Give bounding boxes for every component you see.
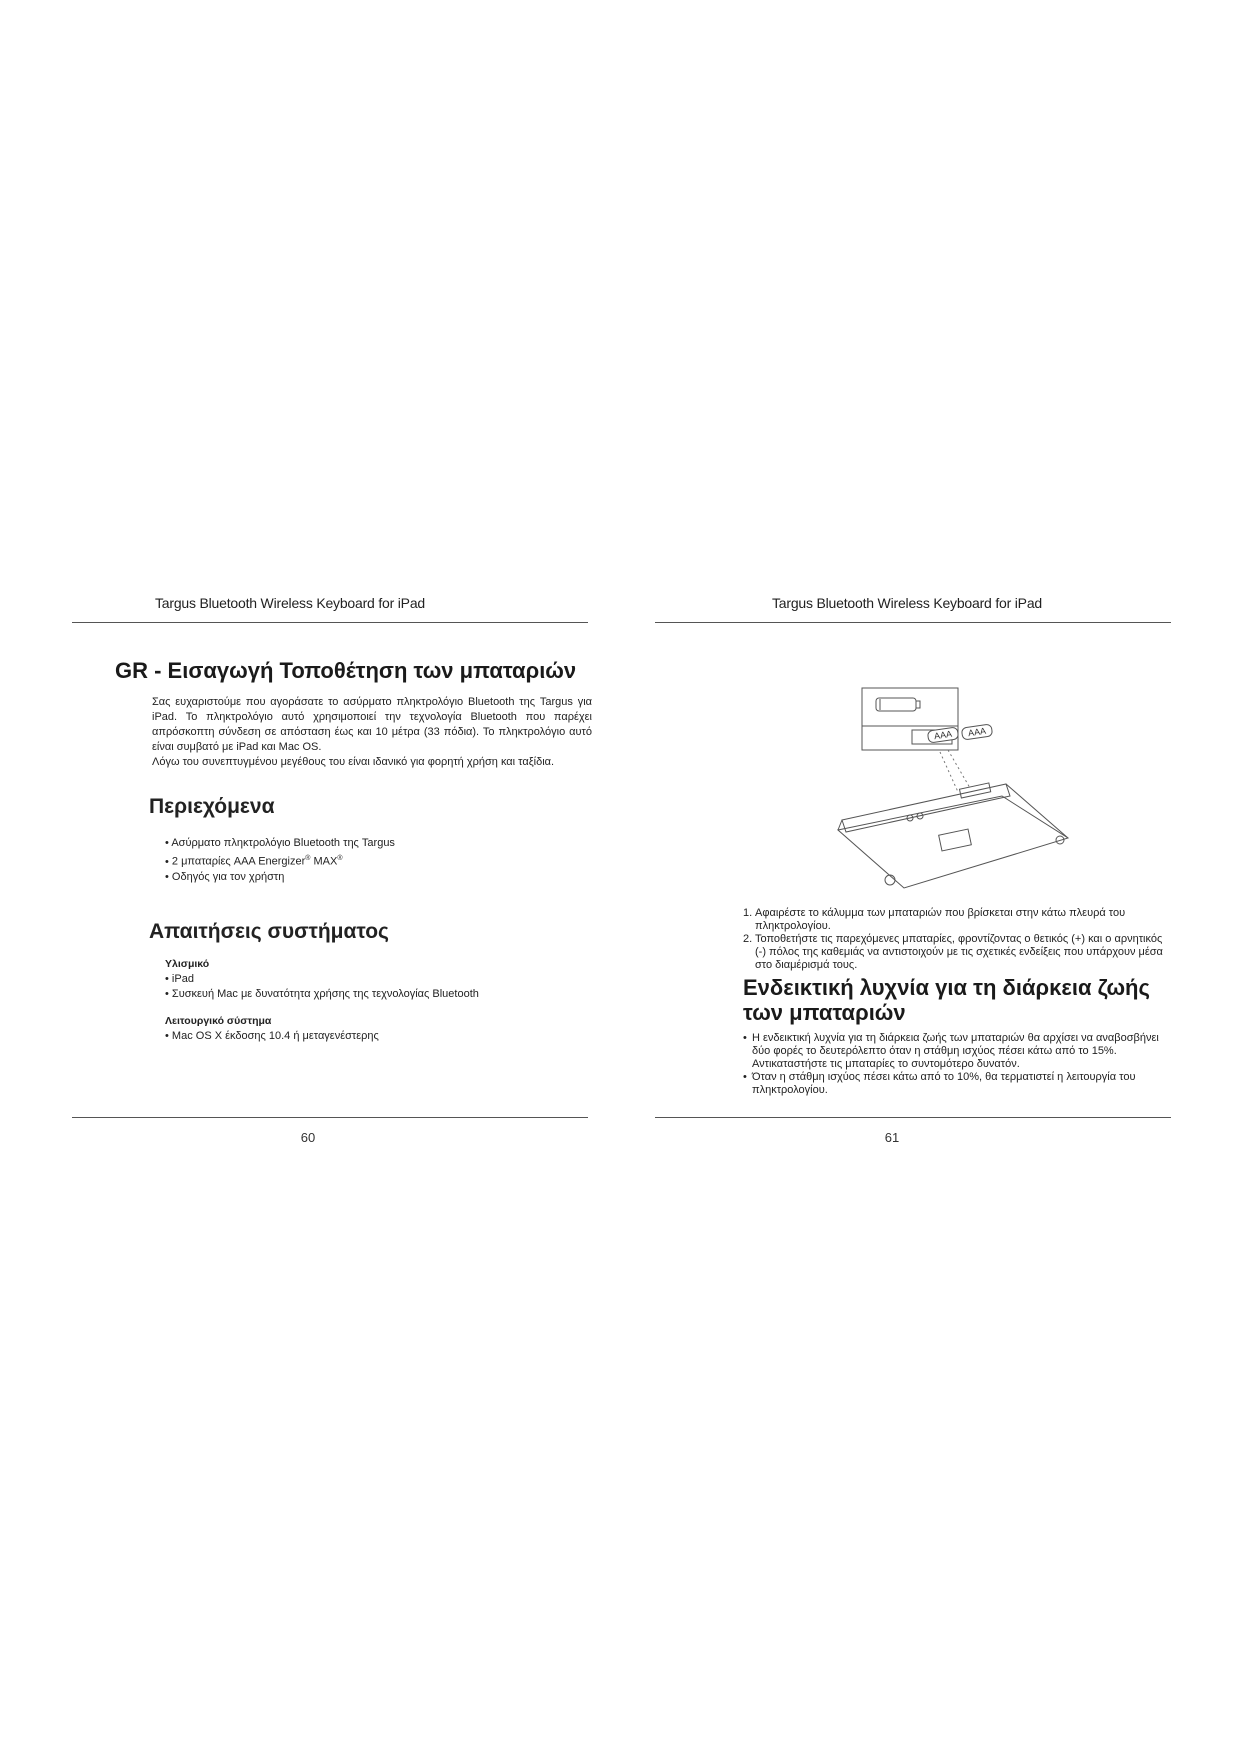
list-item: • Οδηγός για τον χρήστη [165,870,395,885]
intro-paragraph [152,695,592,770]
list-item: • Ασύρματο πληκτρολόγιο Bluetooth της Targus [165,836,395,851]
header-rule [72,622,588,623]
keyboard-icon [838,783,1068,888]
intro-text-1: Σας ευχαριστούμε που αγοράσατε το ασύρματο πληκτρολόγιο Bluetooth της Targus για iPad. Το πληκτρολόγιο αυτό χρησιμοποιεί την τεχνολογία Bluetooth που παρέχει απρόσκοπτη σύνδεση σε απόσταση έως και 10 μέτρα (33 πόδια). Το πληκτρολόγιο αυτό είναι συμβατό με iPad και Mac OS. [152,696,592,753]
battery-installation-illustration [820,680,1090,898]
page-number: 61 [884,1130,900,1145]
os-list [165,1029,379,1044]
battery-label: AAA [967,725,987,739]
contents-list [165,836,395,885]
header-rule [655,622,1171,623]
list-item: • Συσκευή Mac με δυνατότητα χρήσης της τεχνολογίας Bluetooth [165,987,479,1002]
left-page [72,580,592,1150]
hardware-heading: Υλισμικό [165,958,210,970]
os-heading: Λειτουργικό σύστημα [165,1015,272,1027]
installation-steps [743,907,1173,972]
list-item: • iPad [165,972,479,987]
running-header: Targus Bluetooth Wireless Keyboard for iPad [155,595,425,611]
contents-heading: Περιεχόμενα [149,795,275,818]
requirements-heading: Απαιτήσεις συστήματος [149,920,389,943]
footer-rule [655,1117,1171,1118]
list-item: 1. Αφαιρέστε το κάλυμμα των μπαταριών που βρίσκεται στην κάτω πλευρά του πληκτρολογίου. [743,907,1126,932]
list-item: • Η ενδεικτική λυχνία για τη διάρκεια ζωής των μπαταριών θα αρχίσει να αναβοσβήνει δύο φορές το δευτερόλεπτο όταν η στάθμη ισχύος πέσει κάτω από το 15%. Αντικαταστήστε τις μπαταρίες το συντομότερο δυνατόν. [743,1032,1173,1071]
list-item: 2. Τοποθετήστε τις παρεχόμενες μπαταρίες, φροντίζοντας ο θετικός (+) και ο αρνητικός (-) πόλος της καθεμιάς να αντιστοιχούν με τις σχετικές ενδείξεις που υπάρχουν μέσα στο διαμέρισμά τους. [743,933,1163,971]
indicator-list [743,1032,1173,1097]
indicator-heading: Ενδεικτική λυχνία για τη διάρκεια ζωής των μπαταριών [743,975,1150,1025]
page-title: GR - Εισαγωγή Τοποθέτηση των μπαταριών [115,658,577,683]
page-number: 60 [300,1130,316,1145]
running-header: Targus Bluetooth Wireless Keyboard for iPad [772,595,1042,611]
footer-rule [72,1117,588,1118]
list-item: • Mac OS X έκδοσης 10.4 ή μεταγενέστερης [165,1029,379,1044]
hardware-list [165,972,479,1002]
intro-text-2: Λόγω του συνεπτυγμένου μεγέθους του είναι ιδανικό για φορητή χρήση και ταξίδια. [152,756,555,768]
right-page [655,580,1171,1150]
battery-label: AAA [933,728,953,742]
list-item: • Όταν η στάθμη ισχύος πέσει κάτω από το 10%, θα τερματιστεί η λειτουργία του πληκτρολογίου. [743,1071,1173,1097]
list-item: • 2 μπαταρίες AAA Energizer® MAX® [165,851,395,870]
